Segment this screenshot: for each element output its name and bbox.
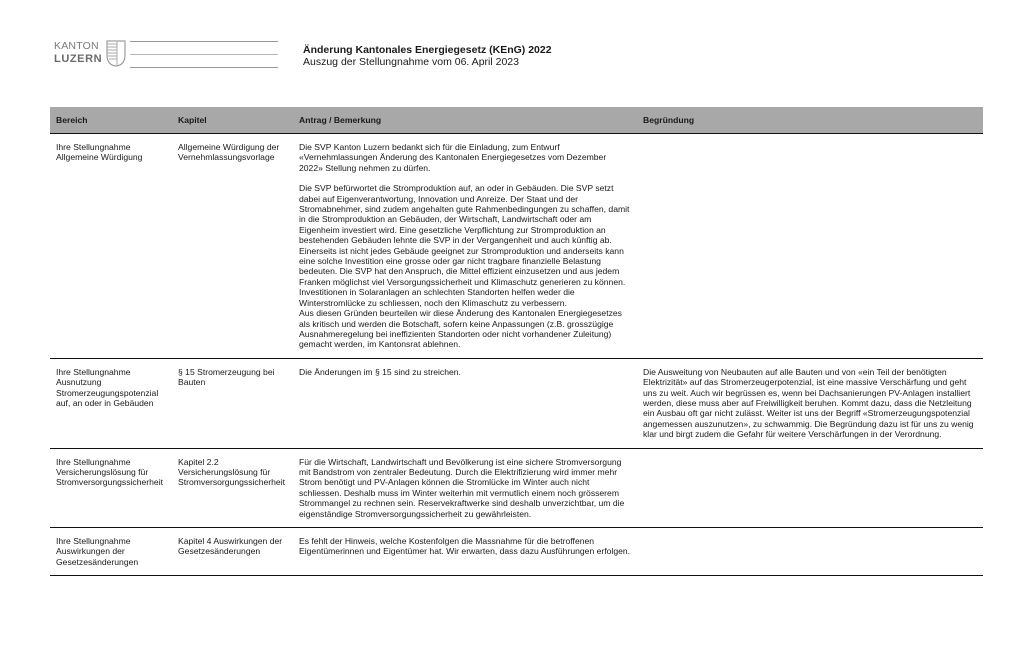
bereich-line: Ihre Stellungnahme [56, 456, 131, 467]
antrag-paragraph: Es fehlt der Hinweis, welche Kostenfolgen die Massnahme für die betroffenen Eigentümerinnen und Eigentümer hat. Wir erwarten, dass dazu Ausführungen erfolgen. [299, 536, 631, 557]
bereich-line: Allgemeine Würdigung [56, 152, 143, 163]
bereich-line: Auswirkungen der [56, 546, 125, 557]
cell-kapitel: Allgemeine Würdigung der Vernehmlassungsvorlage [172, 134, 293, 359]
cell-bereich [50, 358, 172, 448]
bereich-line: Stromerzeugungspotenzial [56, 387, 159, 398]
document-subtitle: Auszug der Stellungnahme vom 06. April 2023 [303, 56, 519, 68]
cell-bereich [50, 528, 172, 576]
table-row [50, 528, 983, 576]
antrag-paragraph: Die SVP Kanton Luzern bedankt sich für die Einladung, zum Entwurf «Vernehmlassungen Änderung des Kantonalen Energiegesetzes vom Dezember 2022» Stellung nehmen zu dürfen. [299, 142, 607, 173]
column-header-begruendung: Begründung [637, 107, 983, 134]
table-header-row [50, 107, 983, 134]
cell-antrag [293, 358, 637, 448]
cell-begruendung [637, 448, 983, 527]
bereich-line: Ihre Stellungnahme [56, 536, 131, 546]
table-row [50, 358, 983, 448]
table-row [50, 448, 983, 527]
cell-antrag [293, 134, 637, 359]
bereich-line: Gesetzesänderungen [56, 556, 139, 567]
antrag-paragraph: Aus diesen Gründen beurteilen wir diese Änderung des Kantonalen Energiegesetzes als kritisch und werden die Botschaft, sofern keine Anpassungen (z.B. grosszügige Ausnahmeregelung bei ineffizienten Standorten oder nicht vorhandener Zuleitung) gemacht werden, im Kantonsrat ablehnen. [299, 308, 622, 350]
kanton-luzern-logo [54, 40, 278, 70]
antrag-paragraph: Für die Wirtschaft, Landwirtschaft und Bevölkerung ist eine sichere Stromversorgung mit Bandstrom von zentraler Bedeutung. Durch die Elektrifizierung wird immer mehr Strom benötigt und PV-Anlagen können die Stromlücke im Winter auch nicht schliessen. Deshalb muss im Winter weiterhin mit vermutlich einem noch grösserem Strommangel zu rechnen sein. Reservekraftwerke sind deshalb unverzichtbar, um die eigenständige Stromversorgungssicherheit zu gewährleisten. [299, 456, 625, 519]
cell-kapitel: Kapitel 4 Auswirkungen der Gesetzesänderungen [172, 528, 293, 576]
cell-bereich [50, 134, 172, 359]
bereich-line: auf, an oder in Gebäuden [56, 397, 154, 408]
cell-bereich [50, 448, 172, 527]
cell-kapitel: § 15 Stromerzeugung bei Bauten [172, 358, 293, 448]
cell-kapitel: Kapitel 2.2 Versicherungslösung für Stromversorgungssicherheit [172, 448, 293, 527]
column-header-kapitel: Kapitel [172, 107, 293, 134]
antrag-paragraph: Die Änderungen im § 15 sind zu streichen. [299, 366, 461, 377]
column-header-antrag: Antrag / Bemerkung [293, 107, 637, 134]
statement-table [50, 107, 983, 576]
document-title: Änderung Kantonales Energiegesetz (KEnG) 2022 [303, 44, 552, 56]
cell-antrag [293, 448, 637, 527]
coat-of-arms-icon [106, 40, 126, 67]
cell-antrag [293, 528, 637, 576]
table-row [50, 134, 983, 359]
logo-text-kanton: KANTON [54, 40, 99, 52]
logo-rule [130, 67, 278, 68]
logo-rule [130, 41, 278, 42]
bereich-line: Ausnutzung [56, 377, 102, 388]
cell-begruendung: Die Ausweitung von Neubauten auf alle Bauten und von «ein Teil der benötigten Elektrizität» auf das Stromerzeugerpotenzial, ist eine massive Verschärfung und geht uns zu weit. Auch wir begrüssen es, wenn bei Dachsanierungen PV-Anlagen installiert werden, diese muss aber auf Freiwilligkeit beruhen. Kommt dazu, dass die Netzleitung ein Ausbau oft gar nicht zulässt. Weiter ist uns der Begriff «Stromerzeugungspotenzial angemessen auszunutzen», zu schwammig. Die Begründung dazu ist für uns zu wenig klar und birgt zudem die Gefahr für weitere Verschärfungen in der Verordnung. [637, 358, 983, 448]
column-header-bereich: Bereich [50, 107, 172, 134]
bereich-line: Versicherungslösung für [56, 466, 149, 477]
logo-text-luzern: LUZERN [54, 53, 103, 65]
logo-rule [130, 54, 278, 55]
antrag-paragraph: Die SVP befürwortet die Stromproduktion auf, an oder in Gebäuden. Die SVP setzt dabei auf Eigenverantwortung, Innovation und Anreize. Der Staat und der Stromabnehmer, sind zudem angehalten gute Rahmenbedingungen zu schaffen, damit in die Stromproduktion an Gebäuden, der Wirtschaft, Landwirtschaft oder am Eigenheim investiert wird. Eine gesetzliche Verpflichtung zur Stromproduktion an bestehenden Gebäuden lehnte die SVP in der Vergangenheit und auch künftig ab. Einerseits ist nicht jedes Gebäude geeignet zur Stromproduktion und anderseits kann eine solche Investition eine grosse oder gar nicht tragbare finanzielle Belastung bedeuten. Die SVP hat den Anspruch, die Mittel effizient einzusetzen und aus jedem Franken möglichst viel Versorgungssicherheit und Klimaschutz generieren zu können. Investitionen in Solaranlagen an schlechten Standorten helfen weder die Winterstromlücke zu schliessen, noch den Klimaschutz zu verbessern. [299, 183, 630, 308]
cell-begruendung [637, 528, 983, 576]
bereich-line: Ihre Stellungnahme [56, 366, 131, 377]
bereich-line: Ihre Stellungnahme [56, 142, 131, 152]
cell-begruendung [637, 134, 983, 359]
bereich-line: Stromversorgungssicherheit [56, 477, 163, 488]
